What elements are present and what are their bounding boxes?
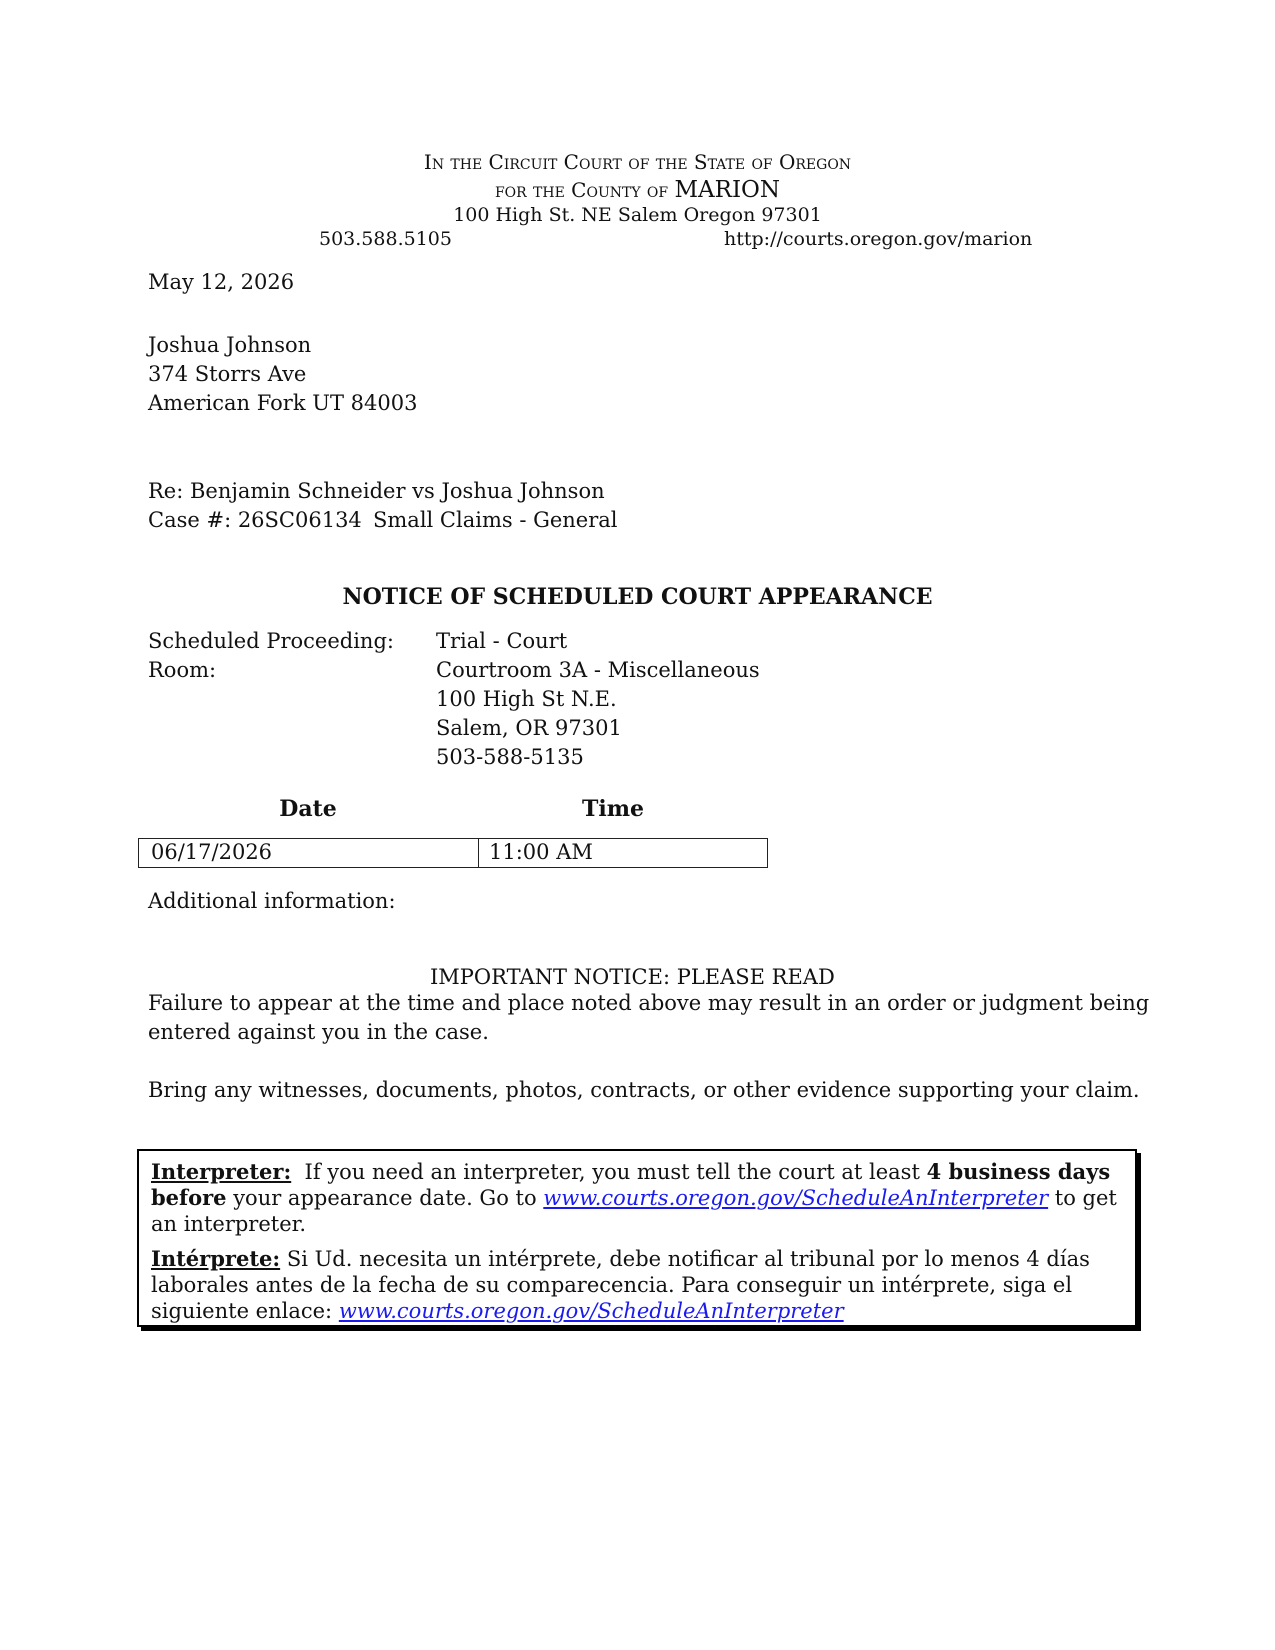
interpreter-notice-box xyxy=(137,1149,1137,1327)
court-phone: 503.588.5105 xyxy=(319,228,452,250)
proceeding-value: Trial - Court xyxy=(436,629,568,653)
recipient-city: American Fork UT 84003 xyxy=(148,391,418,415)
interprete-label: Intérprete: xyxy=(151,1246,281,1271)
room-line: Salem, OR 97301 xyxy=(436,716,622,740)
failure-line: entered against you in the case. xyxy=(148,1020,489,1044)
date-header: Date xyxy=(279,796,337,822)
interpreter-english: Interpreter: If you need an interpreter, you must tell the court at least 4 business days before your appearance date. Go to www.courts.oregon.gov/ScheduleAnInterpreter to get an interpreter. xyxy=(151,1159,1117,1236)
case-re-line: Re: Benjamin Schneider vs Joshua Johnson xyxy=(148,479,605,503)
county-line xyxy=(0,177,1275,203)
proceeding-label: Scheduled Proceeding: xyxy=(148,629,394,653)
room-line: Courtroom 3A - Miscellaneous xyxy=(436,658,760,682)
interpreter-link[interactable]: www.courts.oregon.gov/ScheduleAnInterpreter xyxy=(543,1186,1049,1210)
schedule-table xyxy=(138,838,768,868)
county-name: MARION xyxy=(674,177,781,203)
business-days-emphasis: 4 business days before xyxy=(151,1159,1111,1210)
letter-date: May 12, 2026 xyxy=(148,270,295,294)
date-value: 06/17/2026 xyxy=(139,839,479,867)
notice-title: NOTICE OF SCHEDULED COURT APPEARANCE xyxy=(342,584,933,610)
time-value: 11:00 AM xyxy=(489,840,593,864)
county-prefix: for the County of xyxy=(494,178,669,202)
recipient-street: 374 Storrs Ave xyxy=(148,362,307,386)
case-type: Small Claims - General xyxy=(373,508,618,532)
failure-line: Failure to appear at the time and place noted above may result in an order or judgment being xyxy=(148,991,1150,1015)
interpreter-label: Interpreter: xyxy=(151,1159,292,1184)
court-address: 100 High St. NE Salem Oregon 97301 xyxy=(453,204,822,226)
additional-info-label: Additional information: xyxy=(148,889,396,913)
room-line: 100 High St N.E. xyxy=(436,687,617,711)
room-line: 503-588-5135 xyxy=(436,745,584,769)
interprete-link[interactable]: www.courts.oregon.gov/ScheduleAnInterpreter xyxy=(338,1299,844,1323)
room-label: Room: xyxy=(148,658,217,682)
time-header: Time xyxy=(581,796,644,822)
interpreter-spanish: Intérprete: Si Ud. necesita un intérprete, debe notificar al tribunal por lo menos 4 días laborales antes de la fecha de su comparecencia. Para conseguir un intérprete, siga el siguiente enlace: www.courts.oregon.gov/ScheduleAnInterpreter xyxy=(151,1246,1090,1323)
court-website[interactable]: http://courts.oregon.gov/marion xyxy=(724,228,1033,250)
court-name: In the Circuit Court of the State of Oregon xyxy=(423,150,852,174)
recipient-name: Joshua Johnson xyxy=(148,333,312,357)
case-number: Case #: 26SC06134 xyxy=(148,508,362,532)
court-name-line xyxy=(0,150,1275,174)
bring-evidence-line: Bring any witnesses, documents, photos, contracts, or other evidence supporting your claim. xyxy=(148,1078,1140,1102)
important-heading: IMPORTANT NOTICE: PLEASE READ xyxy=(430,965,835,989)
